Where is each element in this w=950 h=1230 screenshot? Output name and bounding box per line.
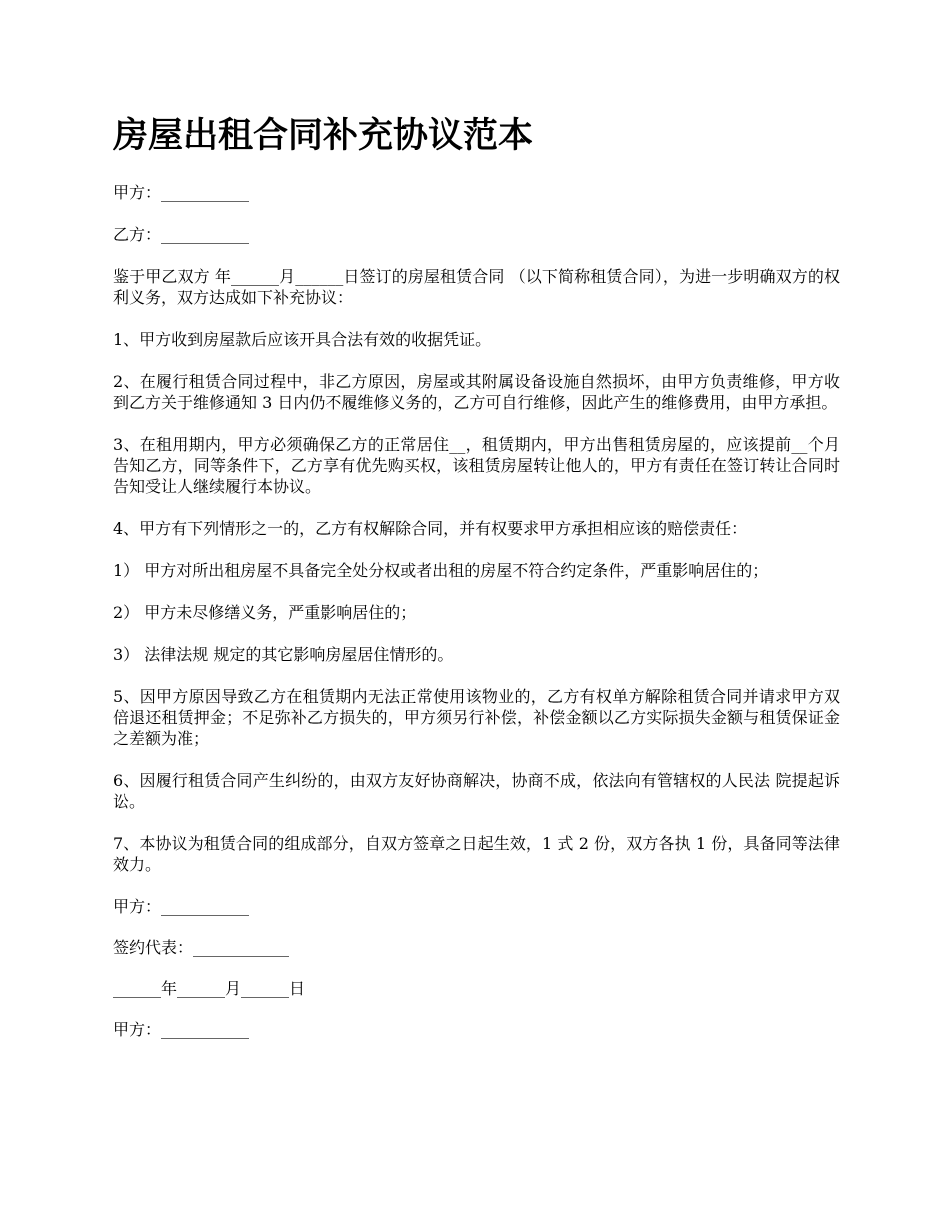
clause-5: 5、因甲方原因导致乙方在租赁期内无法正常使用该物业的，乙方有权单方解除租赁合同并请求甲方双倍退还租赁押金；不足弥补乙方损失的，甲方须另行补偿，补偿金额以乙方实际损失金额与租赁保证金之差额为准； <box>113 687 840 748</box>
signature-party-a-second: 甲方：___________ <box>113 1020 250 1039</box>
document-title: 房屋出租合同补充协议范本 <box>113 115 534 156</box>
document-page <box>113 110 840 1060</box>
clause-4-item-1: 1） 甲方对所出租房屋不具备完全处分权或者出租的房屋不符合约定条件，严重影响居住的； <box>113 561 769 580</box>
clause-4-item-2: 2） 甲方未尽修缮义务，严重影响居住的； <box>113 603 417 622</box>
clause-6: 6、因履行租赁合同产生纠纷的，由双方友好协商解决，协商不成，依法向有管辖权的人民法 院提起诉讼。 <box>113 771 840 811</box>
party-b-line: 乙方：___________ <box>113 225 250 244</box>
signature-representative: 签约代表：____________ <box>113 938 290 957</box>
intro-paragraph: 鉴于甲乙双方 年______月______日签订的房屋租赁合同 （以下简称租赁合同），为进一步明确双方的权利义务，双方达成如下补充协议： <box>113 267 840 307</box>
party-a-line: 甲方：___________ <box>113 183 250 202</box>
signature-date: ______年______月______日 <box>113 979 306 998</box>
signature-block <box>113 896 840 1040</box>
clause-2: 2、在履行租赁合同过程中，非乙方原因，房屋或其附属设备设施自然损坏，由甲方负责维修，甲方收到乙方关于维修通知 3 日内仍不履维修义务的，乙方可自行维修，因此产生的维修费用，由甲方承担。 <box>113 372 840 412</box>
clause-7: 7、本协议为租赁合同的组成部分，自双方签章之日起生效，1 式 2 份，双方各执 1 份，具备同等法律 效力。 <box>113 834 840 874</box>
clause-3: 3、在租用期内，甲方必须确保乙方的正常居住__，租赁期内，甲方出售租赁房屋的，应该提前__个月告知乙方，同等条件下，乙方享有优先购买权，该租赁房屋转让他人的，甲方有责任在签订转让合同时告知受让人继续履行本协议。 <box>113 435 840 496</box>
signature-party-a: 甲方：___________ <box>113 897 250 916</box>
clause-1: 1、甲方收到房屋款后应该开具合法有效的收据凭证。 <box>113 330 492 349</box>
clause-4: 4、甲方有下列情形之一的，乙方有权解除合同，并有权要求甲方承担相应该的赔偿责任： <box>113 519 748 538</box>
clause-4-item-3: 3） 法律法规 规定的其它影响房屋居住情形的。 <box>113 645 454 664</box>
